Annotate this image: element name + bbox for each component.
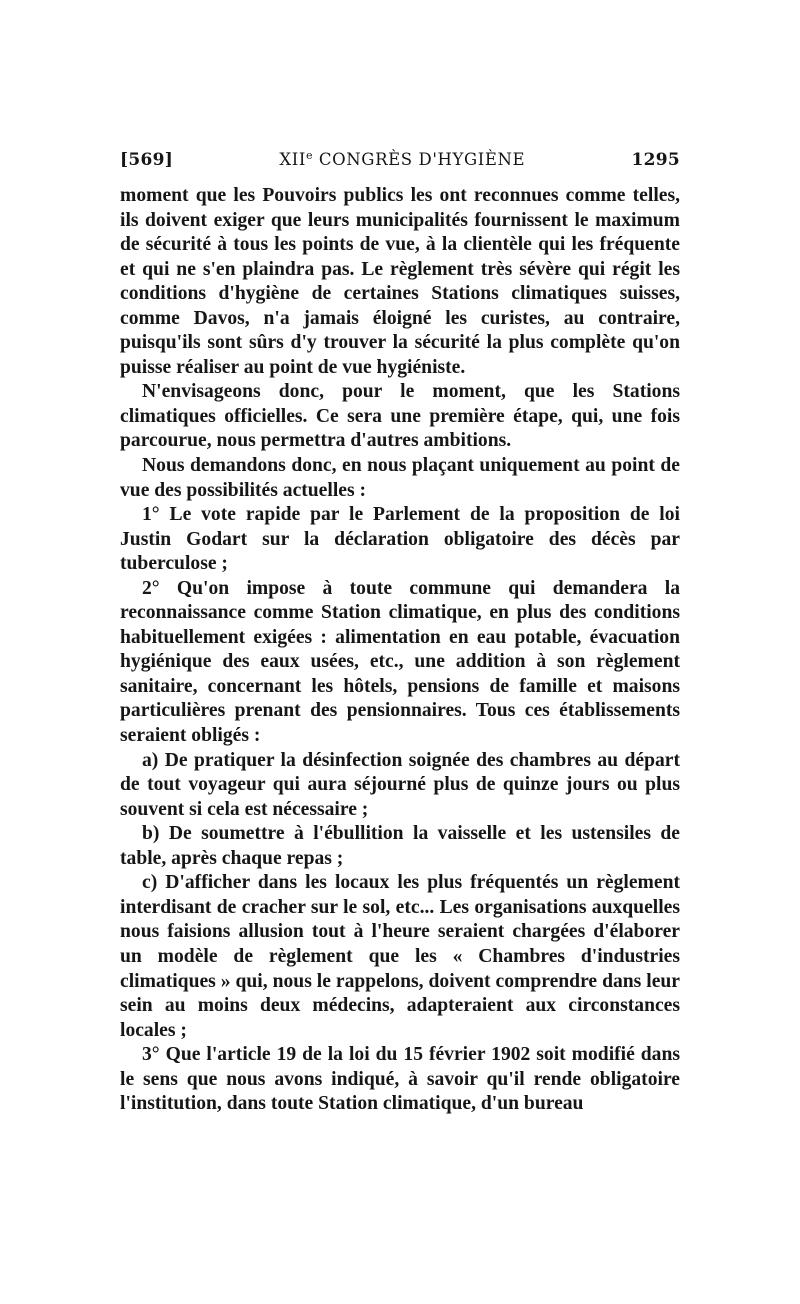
sub-item-b: b) De soumettre à l'ébullition la vaisselle et les ustensiles de table, après chaque repas ; xyxy=(120,823,680,869)
body-text xyxy=(120,184,680,1117)
running-title-text: CONGRÈS D'HYGIÈNE xyxy=(313,150,526,169)
running-title-roman: XII xyxy=(279,150,306,169)
sub-item-c: c) D'afficher dans les locaux les plus fréquentés un règlement interdisant de cracher sur le sol, etc... Les organisations auxquelles nous faisions allusion tout à l'heure seraient chargées d'élaborer un modèle de règlement que les « Chambres d'industries climatiques » qui, nous le rappelons, doivent comprendre dans leur sein au moins deux médecins, adapteraient aux circonstances locales ; xyxy=(120,872,680,1041)
list-item-1: 1° Le vote rapide par le Parlement de la proposition de loi Justin Godart sur la déclaration obligatoire des décès par tuberculose ; xyxy=(120,504,680,575)
running-title xyxy=(279,150,525,169)
running-header xyxy=(120,150,680,184)
page-bracket-number: [569] xyxy=(120,150,174,170)
paragraph: Nous demandons donc, en nous plaçant uniquement au point de vue des possibilités actuelles : xyxy=(120,455,680,501)
paragraph: N'envisageons donc, pour le moment, que les Stations climatiques officielles. Ce sera une première étape, qui, une fois parcourue, nous permettra d'autres ambitions. xyxy=(120,381,680,452)
running-title-superscript: e xyxy=(305,149,314,162)
sub-item-a: a) De pratiquer la désinfection soignée des chambres au départ de tout voyageur qui aura séjourné plus de quinze jours ou plus souvent si cela est nécessaire ; xyxy=(120,749,680,820)
list-item-2: 2° Qu'on impose à toute commune qui demandera la reconnaissance comme Station climatique, en plus des conditions habituellement exigées : alimentation en eau potable, évacuation hygiénique des eaux usées, etc., une addition à son règlement sanitaire, concernant les hôtels, pensions de famille et maisons particulières prenant des pensionnaires. Tous ces établissements seraient obligés : xyxy=(120,577,680,747)
document-page xyxy=(120,150,680,1117)
paragraph-continuation: moment que les Pouvoirs publics les ont reconnues comme telles, ils doivent exiger que leurs municipalités fournissent le maximum de sécurité à tous les points de vue, à la clientèle qui les fréquente et qui ne s'en plaindra pas. Le règlement très sévère qui régit les conditions d'hygiène de certaines Stations climatiques suisses, comme Davos, n'a jamais éloigné les curistes, au contraire, puisqu'ils sont sûrs d'y trouver la sécurité la plus complète qu'on puisse réaliser au point de vue hygiéniste. xyxy=(120,185,680,378)
page-number: 1295 xyxy=(631,150,680,170)
list-item-3: 3° Que l'article 19 de la loi du 15 février 1902 soit modifié dans le sens que nous avons indiqué, à savoir qu'il rende obligatoire l'institution, dans toute Station climatique, d'un bureau xyxy=(120,1044,680,1115)
